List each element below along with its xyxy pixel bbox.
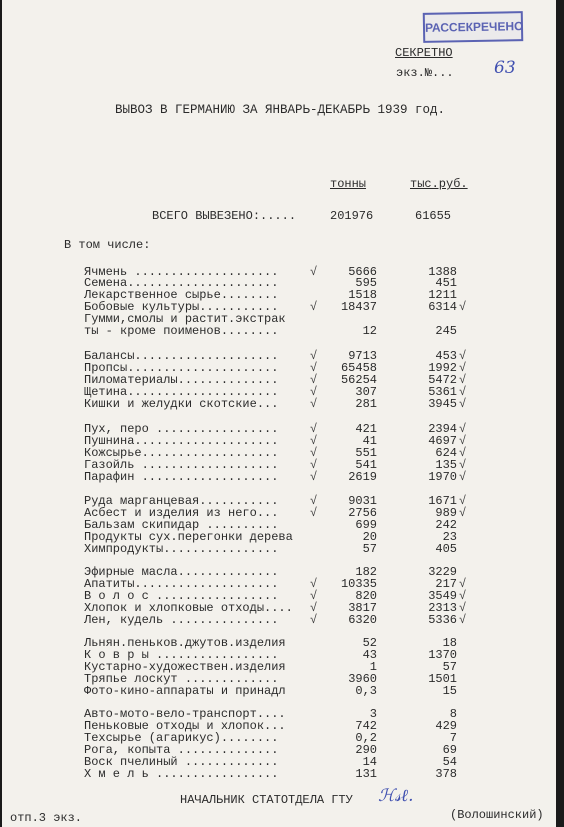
row-tons: 742: [355, 719, 377, 733]
signature: ℋ𝓈ℓ.: [378, 786, 414, 806]
row-tons: 9713: [348, 349, 377, 363]
row-rub: 624: [435, 446, 457, 460]
row-check-rub: √: [459, 613, 467, 627]
row-tons: 182: [355, 565, 377, 579]
row-label: Лекарственное сырье........: [84, 288, 279, 302]
row-check-tons: √: [310, 422, 318, 436]
row-check-rub: √: [459, 470, 467, 484]
row-label: Эфирные масла..............: [84, 565, 279, 579]
table-row: [2, 614, 556, 626]
row-tons: 56254: [340, 373, 377, 387]
row-tons: 541: [355, 458, 377, 472]
row-rub: 135: [435, 458, 457, 472]
row-tons: 12: [362, 324, 377, 338]
row-label: Гумми,смолы и растит.экстрак: [84, 312, 286, 326]
row-label: Тряпье лоскут .............: [84, 672, 279, 686]
row-label: Руда марганцевая...........: [84, 494, 279, 508]
row-tons: 41: [362, 434, 377, 448]
row-label: Продукты сух.перегонки дерева: [84, 530, 293, 544]
row-check-rub: √: [459, 361, 467, 375]
row-label: Пух, перо .................: [84, 422, 279, 436]
row-check-rub: √: [459, 601, 467, 615]
row-rub: 15: [442, 684, 457, 698]
row-check-rub: √: [459, 373, 467, 387]
including-label: В том числе:: [64, 238, 151, 252]
row-tons: 65458: [340, 361, 377, 375]
row-check-rub: √: [459, 577, 467, 591]
row-tons: 699: [355, 518, 377, 532]
row-label: Асбест и изделия из него...: [84, 506, 279, 520]
row-tons: 307: [355, 385, 377, 399]
row-check-tons: √: [310, 265, 318, 279]
row-rub: 5361: [428, 385, 457, 399]
column-header-rub: тыс.руб.: [410, 177, 468, 191]
row-label: Бобовые культуры...........: [84, 300, 279, 314]
row-label: Семена.....................: [84, 276, 279, 290]
row-tons: 43: [362, 648, 377, 662]
row-rub: 429: [435, 719, 457, 733]
row-rub: 245: [435, 324, 457, 338]
row-label: Щетина.....................: [84, 385, 279, 399]
row-label: Авто-мото-вело-транспорт....: [84, 707, 286, 721]
row-label: Кустарно-художествен.изделия: [84, 660, 286, 674]
row-tons: 2756: [348, 506, 377, 520]
row-label: В о л о с .................: [84, 589, 279, 603]
copy-number: экз.№...: [396, 66, 454, 80]
row-label: Х м е л ь .................: [84, 767, 279, 781]
row-label: Газойль ...................: [84, 458, 279, 472]
page-number: 63: [494, 58, 516, 78]
row-tons: 57: [362, 542, 377, 556]
row-tons: 2619: [348, 470, 377, 484]
row-check-tons: √: [310, 446, 318, 460]
row-check-tons: √: [310, 349, 318, 363]
row-rub: 4697: [428, 434, 457, 448]
footer-title: НАЧАЛЬНИК СТАТОТДЕЛА ГТУ: [180, 793, 353, 807]
row-check-rub: √: [459, 300, 467, 314]
row-rub: 1370: [428, 648, 457, 662]
table-row: [2, 543, 556, 555]
row-tons: 0,2: [355, 731, 377, 745]
row-rub: 57: [442, 660, 457, 674]
classification-label: СЕКРЕТНО: [395, 46, 453, 60]
document-page: [2, 0, 556, 827]
row-check-tons: √: [310, 613, 318, 627]
row-label: Кишки и желудки скотские...: [84, 397, 279, 411]
row-rub: 3229: [428, 565, 457, 579]
row-tons: 281: [355, 397, 377, 411]
row-rub: 217: [435, 577, 457, 591]
row-label: Химпродукты................: [84, 542, 279, 556]
row-rub: 3945: [428, 397, 457, 411]
row-tons: 3: [369, 707, 377, 721]
row-label: Лен, кудель ...............: [84, 613, 279, 627]
row-rub: 8: [449, 707, 457, 721]
row-label: Кожсырье...................: [84, 446, 279, 460]
row-check-tons: √: [310, 373, 318, 387]
row-check-rub: √: [459, 385, 467, 399]
row-rub: 405: [435, 542, 457, 556]
row-check-tons: √: [310, 601, 318, 615]
table-row: [2, 398, 556, 410]
row-label: Воск пчелиный .............: [84, 755, 279, 769]
row-rub: 54: [442, 755, 457, 769]
row-label: ты - кроме поименов........: [84, 324, 279, 338]
row-label: Рога, копыта ..............: [84, 743, 279, 757]
row-rub: 453: [435, 349, 457, 363]
row-check-rub: √: [459, 589, 467, 603]
row-check-tons: √: [310, 397, 318, 411]
row-tons: 3817: [348, 601, 377, 615]
total-rub: 61655: [415, 209, 452, 223]
row-check-tons: √: [310, 361, 318, 375]
row-rub: 2394: [428, 422, 457, 436]
row-rub: 69: [442, 743, 457, 757]
row-label: Техсырье (агарикус)........: [84, 731, 279, 745]
row-label: Пушнина....................: [84, 434, 279, 448]
column-header-tons: тонны: [330, 177, 367, 191]
row-rub: 1501: [428, 672, 457, 686]
row-rub: 989: [435, 506, 457, 520]
row-tons: 820: [355, 589, 377, 603]
row-rub: 7: [449, 731, 457, 745]
row-rub: 451: [435, 276, 457, 290]
table-row: [2, 471, 556, 483]
row-tons: 6320: [348, 613, 377, 627]
row-label: Бальзам скипидар ..........: [84, 518, 279, 532]
row-check-rub: √: [459, 434, 467, 448]
row-tons: 14: [362, 755, 377, 769]
table-row: [2, 685, 556, 697]
row-tons: 18437: [340, 300, 377, 314]
row-tons: 10335: [340, 577, 377, 591]
row-label: Пропсы.....................: [84, 361, 279, 375]
row-label: Пиломатериалы..............: [84, 373, 279, 387]
total-tons: 201976: [330, 209, 374, 223]
row-tons: 52: [362, 636, 377, 650]
total-label: ВСЕГО ВЫВЕЗЕНО:.....: [152, 209, 297, 223]
row-tons: 0,3: [355, 684, 377, 698]
row-rub: 242: [435, 518, 457, 532]
row-check-tons: √: [310, 434, 318, 448]
row-check-tons: √: [310, 470, 318, 484]
row-check-tons: √: [310, 506, 318, 520]
row-check-tons: √: [310, 300, 318, 314]
row-rub: 3549: [428, 589, 457, 603]
row-label: Хлопок и хлопковые отходы....: [84, 601, 293, 615]
row-check-tons: √: [310, 577, 318, 591]
table-row: [2, 768, 556, 780]
row-check-rub: √: [459, 446, 467, 460]
row-label: Фото-кино-аппараты и принадл: [84, 684, 286, 698]
row-tons: 20: [362, 530, 377, 544]
table-row: [2, 325, 556, 337]
row-label: Балансы....................: [84, 349, 279, 363]
row-label: К о в р ы .................: [84, 648, 279, 662]
row-tons: 3960: [348, 672, 377, 686]
row-label: Льнян.пеньков.джутов.изделия: [84, 636, 286, 650]
row-rub: 1388: [428, 265, 457, 279]
row-label: Пеньковые отходы и хлопок...: [84, 719, 286, 733]
row-rub: 1970: [428, 470, 457, 484]
signer-name: (Волошинский): [450, 808, 544, 822]
row-rub: 5472: [428, 373, 457, 387]
row-label: Парафин ...................: [84, 470, 279, 484]
row-rub: 6314: [428, 300, 457, 314]
row-rub: 18: [442, 636, 457, 650]
row-check-tons: √: [310, 385, 318, 399]
row-check-rub: √: [459, 349, 467, 363]
row-label: Ячмень ....................: [84, 265, 279, 279]
row-label: Апатиты....................: [84, 577, 279, 591]
row-check-tons: √: [310, 458, 318, 472]
row-tons: 595: [355, 276, 377, 290]
row-rub: 378: [435, 767, 457, 781]
row-tons: 131: [355, 767, 377, 781]
row-check-tons: √: [310, 589, 318, 603]
row-check-rub: √: [459, 397, 467, 411]
row-rub: 1992: [428, 361, 457, 375]
row-rub: 5336: [428, 613, 457, 627]
declassified-stamp: РАССЕКРЕЧЕНО: [423, 11, 524, 43]
copies-note: отп.3 экз.: [10, 811, 83, 825]
row-rub: 2313: [428, 601, 457, 615]
row-tons: 421: [355, 422, 377, 436]
row-tons: 1518: [348, 288, 377, 302]
row-check-rub: √: [459, 506, 467, 520]
row-tons: 9031: [348, 494, 377, 508]
row-tons: 1: [369, 660, 377, 674]
row-tons: 290: [355, 743, 377, 757]
document-title: ВЫВОЗ В ГЕРМАНИЮ ЗА ЯНВАРЬ-ДЕКАБРЬ 1939 год.: [115, 103, 446, 117]
row-tons: 5666: [348, 265, 377, 279]
row-check-tons: √: [310, 494, 318, 508]
row-check-rub: √: [459, 494, 467, 508]
row-rub: 1211: [428, 288, 457, 302]
row-check-rub: √: [459, 422, 467, 436]
row-check-rub: √: [459, 458, 467, 472]
row-rub: 1671: [428, 494, 457, 508]
row-tons: 551: [355, 446, 377, 460]
row-rub: 23: [442, 530, 457, 544]
